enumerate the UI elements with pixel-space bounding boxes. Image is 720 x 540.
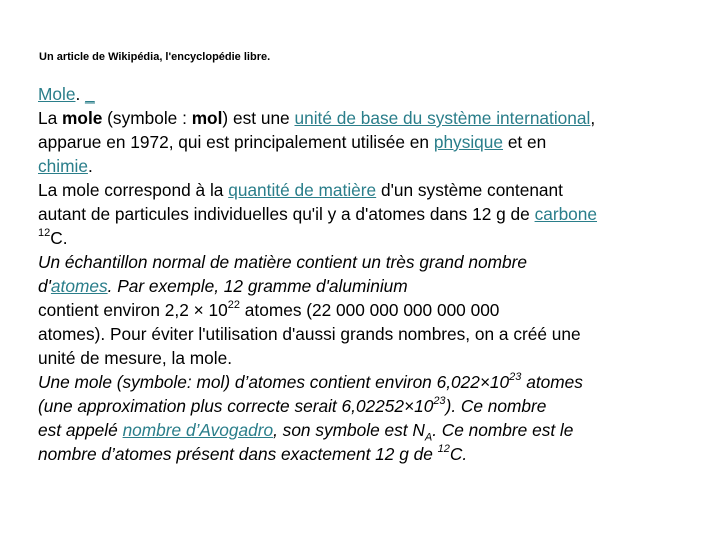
text: autant de particules individuelles qu'il y a d'atomes dans 12 g de: [38, 204, 535, 224]
p2-line2: [38, 202, 698, 226]
text: (symbole :: [102, 108, 192, 128]
p4-line1: [38, 370, 698, 394]
text: d'un système contenant: [376, 180, 563, 200]
link-unite-base[interactable]: unité de base du système international: [294, 108, 591, 128]
p3-line1: [38, 250, 698, 274]
text: . Ce nombre est le: [432, 420, 574, 440]
text: ) est une: [222, 108, 295, 128]
p4-line2: [38, 394, 698, 418]
term-mol: mol: [191, 108, 223, 128]
text: est appelé: [38, 420, 123, 440]
link-atomes[interactable]: atomes: [50, 276, 108, 296]
text: atomes (22 000 000 000 000 000: [240, 300, 500, 320]
text: d': [38, 276, 51, 296]
term-mole: mole: [62, 108, 103, 128]
text: La mole correspond à la: [38, 180, 229, 200]
text: ). Ce nombre: [445, 396, 547, 416]
text: Une mole (symbole: mol) d’atomes contient environ 6,022×10: [38, 372, 510, 392]
title-line: [38, 82, 698, 106]
superscript: 23: [509, 371, 522, 384]
title-trail-link[interactable]: _: [85, 84, 95, 104]
link-chimie[interactable]: chimie: [38, 156, 88, 176]
link-quantite-matiere[interactable]: quantité de matière: [228, 180, 377, 200]
link-physique[interactable]: physique: [433, 132, 504, 152]
subscript: A: [424, 431, 433, 444]
text: ,: [590, 108, 596, 128]
text: contient environ 2,2 × 10: [38, 300, 228, 320]
text: C.: [449, 444, 468, 464]
text: atomes: [521, 372, 583, 392]
text: C.: [50, 228, 68, 248]
text: . Par exemple, 12 gramme d'aluminium: [107, 276, 408, 296]
text: unité de mesure, la mole.: [38, 348, 233, 368]
p3-line5: [38, 346, 698, 370]
title-punct: .: [75, 84, 81, 104]
text: (une approximation plus correcte serait 6,02252×10: [38, 396, 434, 416]
text: apparue en 1972, qui est principalement utilisée en: [38, 132, 434, 152]
superscript: 22: [227, 299, 240, 312]
p2-line3: [38, 226, 698, 250]
p1-line1: [38, 106, 698, 130]
superscript: 23: [433, 395, 446, 408]
article-body: [38, 82, 698, 466]
text: , son symbole est N: [273, 420, 425, 440]
p2-line1: [38, 178, 698, 202]
p3-line3: [38, 298, 698, 322]
link-nombre-avogadro[interactable]: nombre d’Avogadro: [122, 420, 274, 440]
p4-line4: [38, 442, 698, 466]
source-note: Un article de Wikipédia, l'encyclopédie libre.: [39, 51, 271, 63]
text: et en: [503, 132, 547, 152]
title-link-mole[interactable]: Mole: [38, 84, 76, 104]
text: .: [87, 156, 93, 176]
p1-line3: [38, 154, 698, 178]
text: atomes). Pour éviter l'utilisation d'aussi grands nombres, on a créé une: [38, 324, 581, 344]
p1-line2: [38, 130, 698, 154]
p3-line4: [38, 322, 698, 346]
text: La: [38, 108, 63, 128]
text: nombre d’atomes présent dans exactement 12 g de: [38, 444, 438, 464]
superscript: 12: [437, 443, 450, 456]
p4-line3: [38, 418, 698, 442]
text: Un échantillon normal de matière contient un très grand nombre: [38, 252, 527, 272]
p3-line2: [38, 274, 698, 298]
link-carbone[interactable]: carbone: [534, 204, 598, 224]
superscript: 12: [38, 227, 51, 240]
